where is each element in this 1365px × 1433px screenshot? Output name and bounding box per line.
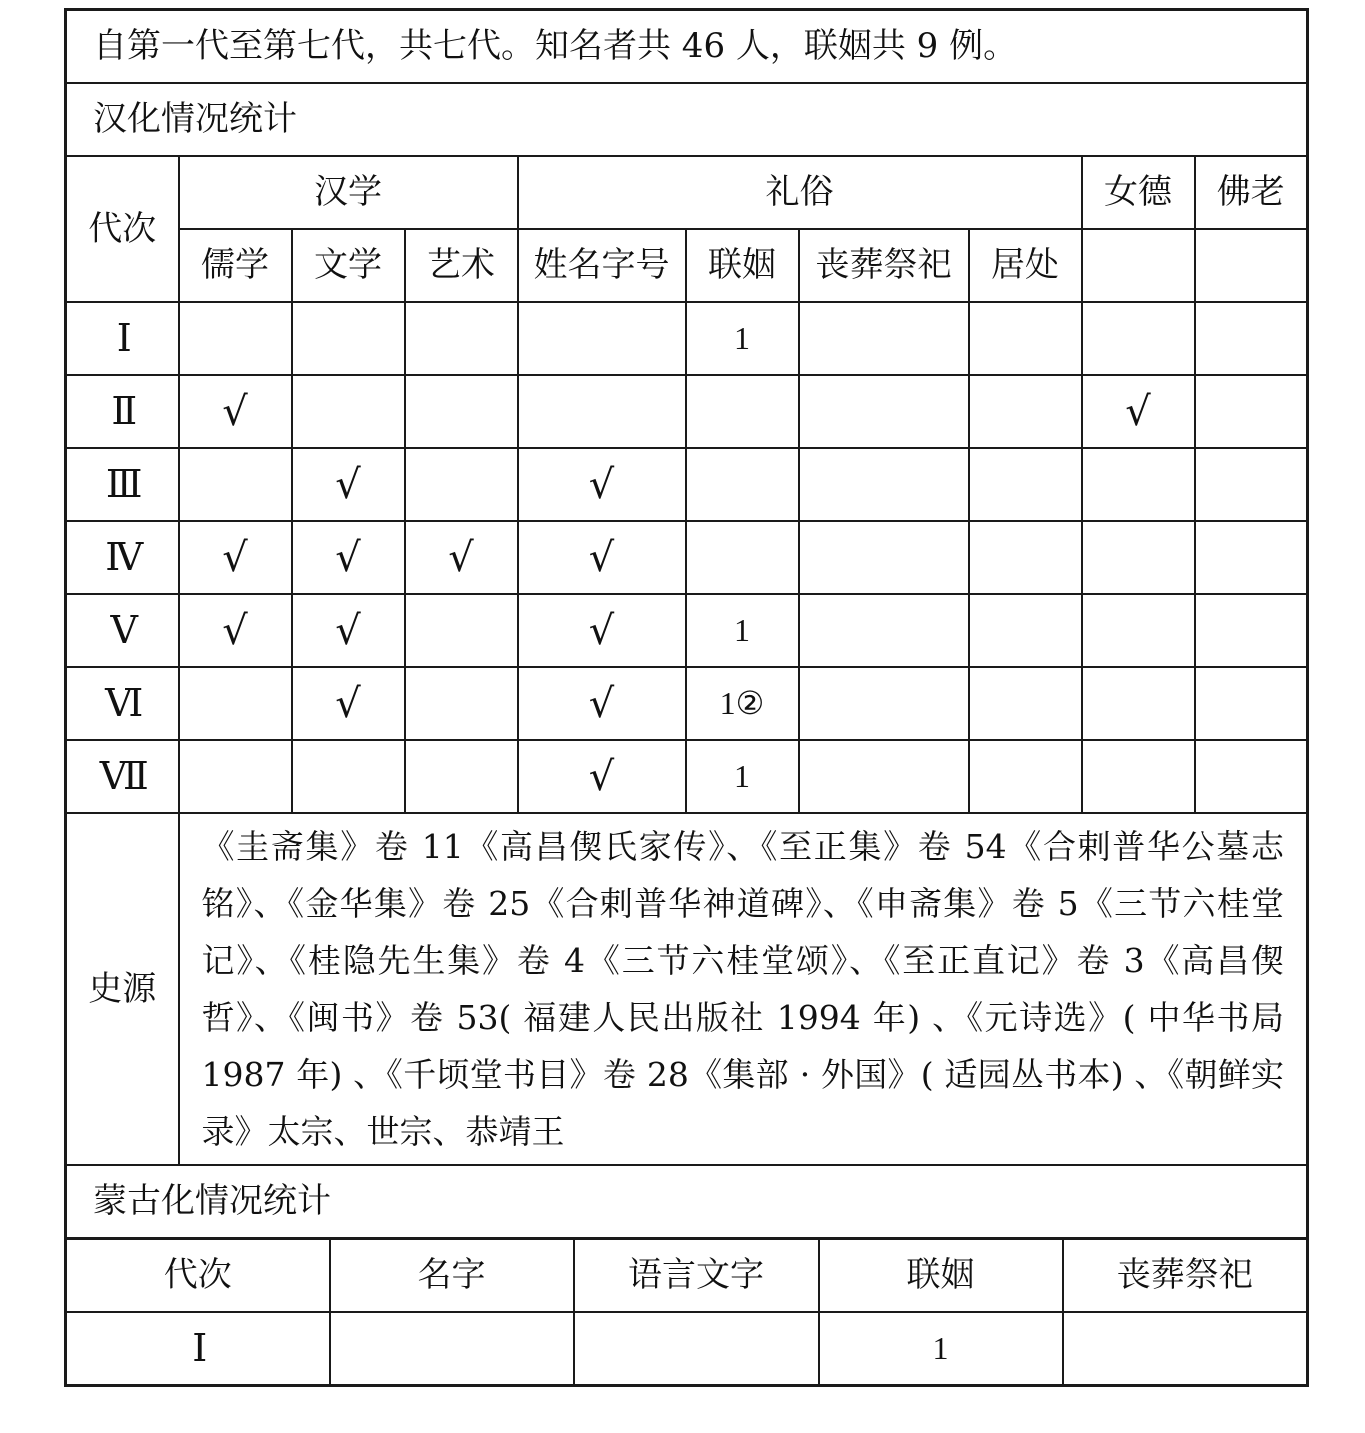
table-cell [799,740,969,813]
generation-cell: Ⅶ [66,740,179,813]
group-header-lisu: 礼俗 [518,156,1082,229]
subheader-lianyin: 联姻 [686,229,799,302]
table-cell [574,1312,819,1386]
table-cell [405,667,518,740]
table-cell: √ [1082,375,1195,448]
table-row [66,740,1308,813]
generation-cell: Ⅰ [66,302,179,375]
generation-cell: Ⅲ [66,448,179,521]
table-cell: 1 [819,1312,1063,1386]
table-cell: √ [292,667,405,740]
han-table [64,8,1309,1240]
mongol-section-title: 蒙古化情况统计 [66,1165,1308,1239]
generation-header: 代次 [66,156,179,302]
table-cell [179,667,292,740]
generation-cell: Ⅱ [66,375,179,448]
subheader-juchu: 居处 [969,229,1082,302]
table-cell [1195,667,1308,740]
table-cell [405,594,518,667]
subheader-sangzang: 丧葬祭祀 [799,229,969,302]
table-row [66,302,1308,375]
table-row [66,594,1308,667]
group-header-nvde: 女德 [1082,156,1195,229]
table-cell [179,740,292,813]
table-cell [1195,375,1308,448]
table-cell [1195,302,1308,375]
group-header-hanxue: 汉学 [179,156,518,229]
statistics-sheet [64,8,1306,1387]
source-label: 史源 [66,813,179,1165]
mongol-header-generation: 代次 [66,1239,330,1313]
source-text: 《圭斋集》卷 11《高昌偰氏家传》、《至正集》卷 54《合剌普华公墓志铭》、《金华集》卷 25《合剌普华神道碑》、《申斋集》卷 5《三节六桂堂记》、《桂隐先生集》卷 4《三节六桂堂颂》、《至正直记》卷 3《高昌偰哲》、《闽书》卷 53( 福建人民出版社 1994 年) 、《元诗选》( 中华书局 1987 年) 、《千顷堂书目》卷 28《集部 · 外国》( 适园丛书本) 、《朝鲜实录》太宗、世宗、恭靖王 [179,813,1308,1165]
table-cell [969,521,1082,594]
table-cell: 1 [686,740,799,813]
table-cell [292,375,405,448]
table-cell: 1 [686,594,799,667]
table-cell [1082,302,1195,375]
table-cell [799,521,969,594]
generation-cell: Ⅰ [66,1312,330,1386]
mongol-header-language: 语言文字 [574,1239,819,1313]
table-row [66,667,1308,740]
table-cell [1195,740,1308,813]
summary-text: 自第一代至第七代，共七代。知名者共 46 人，联姻共 9 例。 [66,10,1308,84]
table-cell [969,302,1082,375]
table-cell: √ [518,667,686,740]
subheader-folao-empty [1195,229,1308,302]
table-cell [1195,448,1308,521]
mongol-table [64,1237,1309,1387]
table-row [66,375,1308,448]
table-cell [179,302,292,375]
table-cell: √ [518,594,686,667]
table-cell [330,1312,574,1386]
table-cell [1195,594,1308,667]
table-cell [1082,594,1195,667]
mongol-header-marriage: 联姻 [819,1239,1063,1313]
table-cell: √ [179,375,292,448]
generation-cell: Ⅵ [66,667,179,740]
group-header-folao: 佛老 [1195,156,1308,229]
subheader-ruxue: 儒学 [179,229,292,302]
table-cell [292,740,405,813]
table-cell: √ [179,594,292,667]
generation-cell: Ⅳ [66,521,179,594]
table-cell [405,448,518,521]
table-cell: √ [292,521,405,594]
subheader-nvde-empty [1082,229,1195,302]
table-row [66,521,1308,594]
generation-cell: Ⅴ [66,594,179,667]
table-cell: √ [292,594,405,667]
table-cell [686,448,799,521]
table-cell: √ [405,521,518,594]
table-cell [799,594,969,667]
table-cell [969,594,1082,667]
table-cell [1063,1312,1308,1386]
table-cell: √ [179,521,292,594]
table-cell: 1② [686,667,799,740]
table-row [66,1312,1308,1386]
subheader-wenxue: 文学 [292,229,405,302]
table-cell [518,375,686,448]
table-cell [799,302,969,375]
table-cell [686,375,799,448]
table-cell [969,740,1082,813]
table-cell [969,375,1082,448]
table-cell [1082,667,1195,740]
table-cell [1082,521,1195,594]
table-cell: √ [518,448,686,521]
table-cell [799,448,969,521]
table-cell [405,740,518,813]
table-cell: √ [518,740,686,813]
table-cell [799,667,969,740]
table-cell [518,302,686,375]
table-cell: 1 [686,302,799,375]
table-cell: √ [292,448,405,521]
subheader-yishu: 艺术 [405,229,518,302]
table-cell [179,448,292,521]
table-cell [686,521,799,594]
table-cell [1082,448,1195,521]
table-cell: √ [518,521,686,594]
mongol-header-name: 名字 [330,1239,574,1313]
table-cell [799,375,969,448]
table-cell [1082,740,1195,813]
table-cell [405,302,518,375]
table-cell [969,448,1082,521]
table-row [66,448,1308,521]
mongol-header-funeral: 丧葬祭祀 [1063,1239,1308,1313]
table-cell [1195,521,1308,594]
han-section-title: 汉化情况统计 [66,83,1308,156]
table-cell [405,375,518,448]
subheader-xingming: 姓名字号 [518,229,686,302]
table-cell [969,667,1082,740]
table-cell [292,302,405,375]
